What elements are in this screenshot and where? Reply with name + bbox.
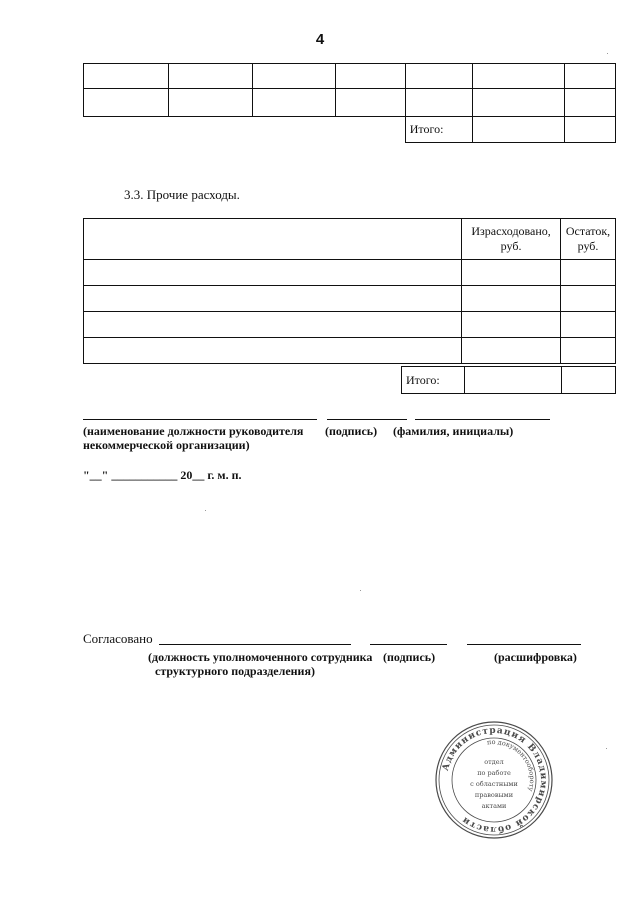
date-line: "__" ___________ 20__ г. м. п. bbox=[83, 468, 242, 482]
table-cell bbox=[561, 312, 616, 338]
signature-line-name[interactable] bbox=[415, 419, 550, 420]
scan-speck bbox=[607, 53, 608, 54]
signature-line-signature[interactable] bbox=[327, 419, 407, 420]
table-cell bbox=[473, 89, 565, 117]
table-cell bbox=[462, 260, 561, 286]
table-cell bbox=[84, 260, 462, 286]
table-cell bbox=[561, 338, 616, 364]
header-rest bbox=[561, 219, 616, 260]
table-cell bbox=[561, 286, 616, 312]
table-cell bbox=[253, 89, 336, 117]
caption-signature: (подпись) bbox=[325, 424, 378, 438]
table-cell bbox=[84, 338, 462, 364]
stamp-line-2: по работе bbox=[477, 769, 511, 777]
scan-speck bbox=[606, 748, 607, 749]
table-cell bbox=[462, 286, 561, 312]
agreement-line-position[interactable] bbox=[159, 644, 351, 645]
table-cell bbox=[84, 64, 169, 89]
other-expenses-total bbox=[401, 366, 616, 394]
table-cell bbox=[473, 64, 565, 89]
header-spent bbox=[462, 219, 561, 260]
agreement-caption-signature: (подпись) bbox=[383, 650, 436, 664]
agreement-label: Согласовано bbox=[83, 631, 153, 646]
top-total-cell bbox=[565, 117, 616, 143]
other-total-cell bbox=[464, 367, 561, 394]
official-stamp bbox=[434, 720, 554, 840]
agreement-caption-decoding: (расшифровка) bbox=[494, 650, 577, 664]
table-cell bbox=[336, 89, 405, 117]
header-rest-line2: руб. bbox=[577, 239, 599, 253]
scan-speck bbox=[205, 510, 206, 511]
table-cell bbox=[462, 312, 561, 338]
section-title: 3.3. Прочие расходы. bbox=[124, 187, 240, 202]
table-cell bbox=[336, 64, 405, 89]
top-total-cell bbox=[473, 117, 565, 143]
table-cell bbox=[561, 260, 616, 286]
stamp-line-5: актами bbox=[481, 802, 507, 810]
table-cell bbox=[405, 89, 473, 117]
table-cell bbox=[169, 89, 253, 117]
other-total-cell bbox=[561, 367, 615, 394]
table-cell bbox=[84, 286, 462, 312]
top-table bbox=[83, 63, 616, 143]
table-cell bbox=[169, 64, 253, 89]
stamp-line-4: правовыми bbox=[474, 791, 514, 799]
caption-name: (фамилия, инициалы) bbox=[393, 424, 514, 438]
caption-position: (наименование должности руководителя bbox=[83, 424, 304, 438]
header-rest-line1: Остаток, bbox=[565, 224, 611, 238]
table-cell bbox=[565, 64, 616, 89]
table-cell bbox=[462, 338, 561, 364]
page-number: 4 bbox=[315, 31, 325, 48]
scan-speck bbox=[360, 590, 361, 591]
agreement-line-decoding[interactable] bbox=[467, 644, 581, 645]
header-cell-blank bbox=[84, 219, 462, 260]
stamp-inner-ring-text: по документообороту bbox=[486, 737, 537, 793]
agreement-caption-position-1: (должность уполномоченного сотрудника bbox=[148, 650, 373, 664]
other-total-label: Итого: bbox=[402, 367, 465, 394]
stamp-line-3: с областными bbox=[470, 780, 518, 788]
stamp-line-1: отдел bbox=[484, 758, 504, 766]
table-cell bbox=[84, 312, 462, 338]
table-cell bbox=[565, 89, 616, 117]
header-spent-line2: руб. bbox=[500, 239, 522, 253]
table-cell bbox=[84, 89, 169, 117]
stamp-ring-text: Администрация Владимирской области bbox=[440, 725, 549, 835]
table-cell bbox=[405, 64, 473, 89]
table-cell bbox=[253, 64, 336, 89]
top-total-label: Итого: bbox=[405, 117, 473, 143]
signature-line-position[interactable] bbox=[83, 419, 317, 420]
caption-org: некоммерческой организации) bbox=[83, 438, 250, 452]
agreement-line-signature[interactable] bbox=[370, 644, 447, 645]
header-spent-line1: Израсходовано, bbox=[471, 224, 551, 238]
other-expenses-table bbox=[83, 218, 616, 364]
agreement-caption-position-2: структурного подразделения) bbox=[155, 664, 315, 678]
